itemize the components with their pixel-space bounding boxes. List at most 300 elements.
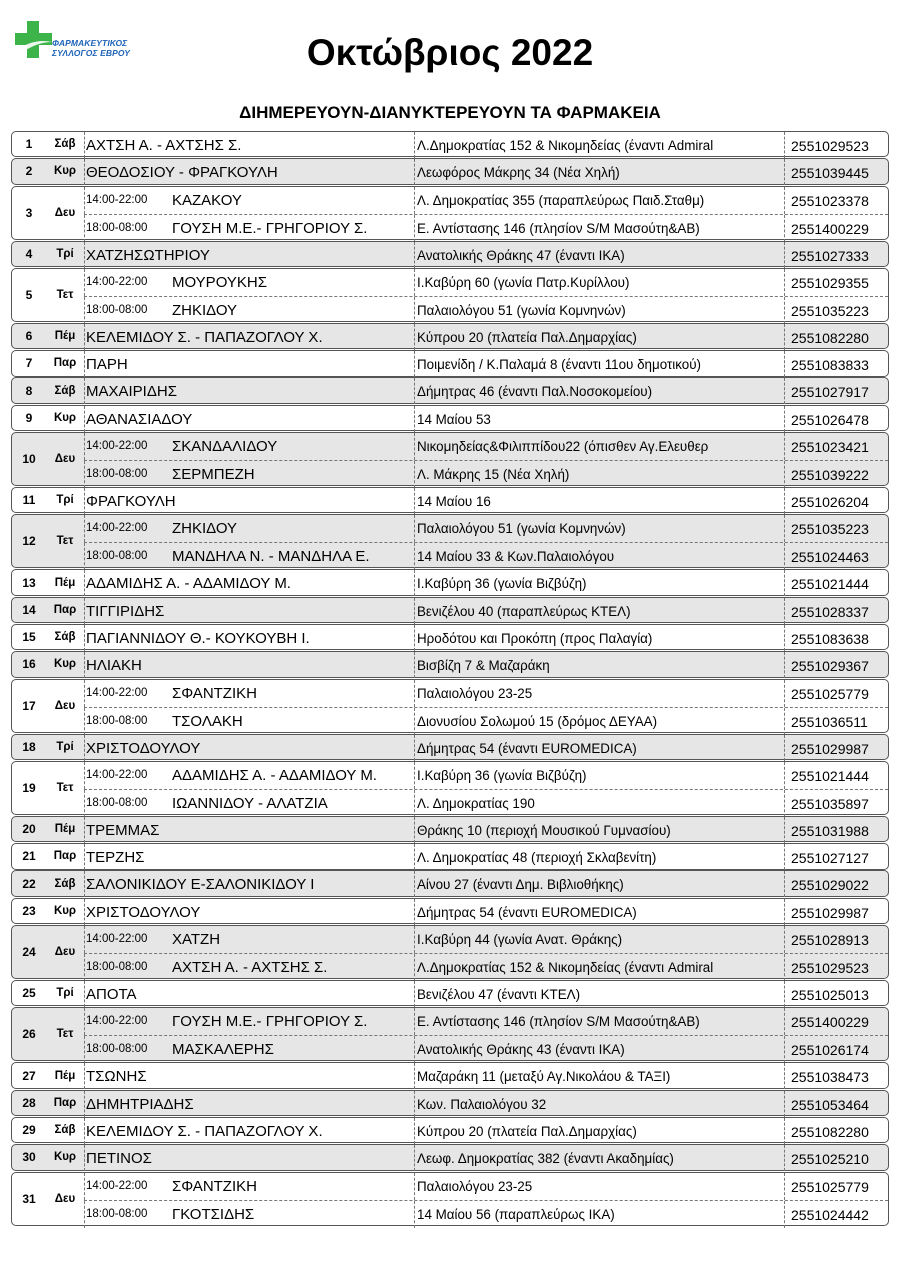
pharmacy-phone: 2551083833	[791, 357, 869, 374]
pharmacy-entry	[84, 214, 888, 242]
pharmacy-entry	[84, 1035, 888, 1063]
column-divider	[414, 1201, 415, 1228]
column-divider	[784, 1063, 785, 1089]
day-name: Παρ	[53, 603, 77, 616]
pharmacy-phone: 2551027333	[791, 247, 869, 264]
pharmacy-address: Νικομηδείας&Φιλιππίδου22 (όπισθεν Αγ.Ελευθερ	[417, 439, 709, 455]
pharmacy-name: ΔΗΜΗΤΡΙΑΔΗΣ	[86, 1095, 194, 1113]
column-divider	[784, 215, 785, 242]
day-row	[11, 816, 889, 842]
day-row	[11, 1172, 889, 1226]
column-divider	[84, 926, 85, 953]
pharmacy-phone: 2551023421	[791, 439, 869, 456]
day-number: 17	[22, 698, 36, 713]
pharmacy-address: Λ. Δημοκρατίας 355 (παραπλεύρως Παιδ.Σταθμ)	[417, 192, 705, 208]
day-number: 8	[25, 383, 33, 398]
column-divider	[414, 378, 415, 404]
pharmacy-address: Παλαιολόγου 23-25	[417, 1178, 533, 1194]
column-divider	[414, 926, 415, 953]
day-row	[11, 268, 889, 322]
pharmacy-name: ΚΑΖΑΚΟΥ	[172, 191, 242, 209]
pharmacy-address: Λ. Δημοκρατίας 48 (περιοχή Σκλαβενίτη)	[417, 850, 657, 866]
pharmacy-address: Λ.Δημοκρατίας 152 & Νικομηδείας (έναντι Admiral	[417, 138, 714, 153]
day-number: 4	[25, 246, 33, 261]
pharmacy-address: Λεωφόρος Μάκρης 34 (Νέα Χηλή)	[417, 165, 620, 181]
pharmacy-address: Ηροδότου και Προκόπη (προς Παλαγία)	[417, 630, 653, 646]
pharmacy-address: Θράκης 10 (περιοχή Μουσικού Γυμνασίου)	[417, 822, 671, 838]
day-name: Τετ	[56, 781, 74, 794]
pharmacy-address: Βισβίζη 7 & Μαζαράκη	[417, 658, 550, 674]
page-subtitle: ΔΙΗΜΕΡΕΥΟΥΝ-ΔΙΑΝΥΚΤΕΡΕΥΟΥΝ ΤΑ ΦΑΡΜΑΚΕΙΑ	[239, 103, 661, 122]
column-divider	[784, 1145, 785, 1171]
column-divider	[414, 735, 415, 761]
day-number: 11	[22, 493, 36, 508]
pharmacy-phone: 2551039222	[791, 467, 869, 484]
pharmacy-name: ΜΑΣΚΑΛΕΡΗΣ	[172, 1041, 274, 1059]
day-number: 2	[25, 164, 33, 179]
pharmacy-name: ΤΕΡΖΗΣ	[86, 849, 145, 867]
column-divider	[414, 1091, 415, 1117]
day-name: Δευ	[54, 946, 76, 959]
day-number: 16	[22, 657, 36, 672]
column-divider	[784, 543, 785, 570]
column-divider	[784, 378, 785, 404]
column-divider	[84, 433, 85, 460]
day-number: 3	[25, 205, 33, 220]
day-row	[11, 898, 889, 924]
day-name: Σάβ	[54, 1124, 76, 1137]
logo-line-1: ΦΑΡΜΑΚΕΥΤΙΚΟΣ	[52, 38, 128, 48]
duty-hours: 14:00-22:00	[86, 686, 148, 699]
pharmacy-address: Παλαιολόγου 51 (γωνία Κομνηνών)	[417, 521, 626, 537]
pharmacy-name: ΑΔΑΜΙΔΗΣ Α. - ΑΔΑΜΙΔΟΥ Μ.	[86, 575, 291, 593]
pharmacy-address: 14 Μαίου 53	[417, 411, 491, 427]
pharmacy-entry	[84, 296, 888, 324]
column-divider	[784, 515, 785, 542]
pharmacy-address: Ι.Καβύρη 36 (γωνία Βιζβύζη)	[417, 576, 587, 592]
duty-hours: 14:00-22:00	[86, 522, 148, 535]
day-number: 31	[22, 1191, 36, 1206]
day-row	[11, 158, 889, 184]
column-divider	[784, 762, 785, 789]
column-divider	[414, 297, 415, 324]
column-divider	[84, 625, 85, 651]
column-divider	[414, 817, 415, 843]
day-number: 1	[25, 137, 33, 152]
pharmacy-name: ΓΚΟΤΣΙΔΗΣ	[172, 1205, 255, 1223]
column-divider	[84, 844, 85, 870]
day-name: Τρί	[56, 740, 74, 753]
column-divider	[84, 543, 85, 570]
column-divider	[784, 680, 785, 707]
pharmacy-phone: 2551025210	[791, 1151, 869, 1168]
day-name: Πέμ	[54, 576, 76, 589]
day-name: Πέμ	[54, 823, 76, 836]
column-divider	[784, 598, 785, 624]
column-divider	[84, 132, 85, 158]
pharmacy-name: ΤΙΓΓΙΡΙΔΗΣ	[86, 602, 165, 620]
column-divider	[84, 324, 85, 350]
pharmacy-phone: 2551400229	[791, 1014, 869, 1031]
pharmacy-name: ΤΡΕΜΜΑΣ	[86, 821, 160, 839]
pharmacy-name: ΑΧΤΣΗ Α. - ΑΧΤΣΗΣ Σ.	[172, 959, 328, 977]
pharmacy-address: Ι.Καβύρη 36 (γωνία Βιζβύζη)	[417, 767, 587, 783]
duty-hours: 18:00-08:00	[86, 1043, 148, 1056]
day-name: Κυρ	[53, 165, 77, 178]
column-divider	[784, 1091, 785, 1117]
pharmacy-phone: 2551027127	[791, 850, 869, 867]
pharmacy-entry	[84, 1173, 888, 1200]
pharmacy-entry	[84, 406, 888, 432]
pharmacy-phone: 2551025779	[791, 685, 869, 702]
column-divider	[84, 215, 85, 242]
day-name: Κυρ	[53, 658, 77, 671]
column-divider	[784, 187, 785, 214]
column-divider	[784, 433, 785, 460]
pharmacy-entry	[84, 953, 888, 981]
day-row	[11, 1117, 889, 1143]
pharmacy-address: Ε. Αντίστασης 146 (πλησίον S/M Μασούτη&ΑΒ)	[417, 1014, 700, 1030]
column-divider	[784, 1008, 785, 1035]
duty-hours: 14:00-22:00	[86, 440, 148, 453]
pharmacy-address: Παλαιολόγου 51 (γωνία Κομνηνών)	[417, 302, 626, 318]
column-divider	[84, 652, 85, 678]
pharmacy-address: 14 Μαίου 56 (παραπλεύρως ΙΚΑ)	[417, 1206, 615, 1222]
pharmacy-entry	[84, 598, 888, 624]
pharmacy-entry	[84, 871, 888, 897]
day-number: 30	[22, 1150, 36, 1165]
column-divider	[84, 187, 85, 214]
column-divider	[414, 762, 415, 789]
column-divider	[84, 1145, 85, 1171]
column-divider	[414, 132, 415, 158]
column-divider	[784, 159, 785, 185]
day-row	[11, 597, 889, 623]
day-row	[11, 1007, 889, 1061]
day-row	[11, 980, 889, 1006]
pharmacy-name: ΦΡΑΓΚΟΥΛΗ	[86, 493, 176, 511]
pharmacy-name: ΑΘΑΝΑΣΙΑΔΟΥ	[86, 410, 193, 428]
column-divider	[84, 488, 85, 514]
pharmacy-address: Λ. Μάκρης 15 (Νέα Χηλή)	[417, 467, 570, 483]
column-divider	[414, 598, 415, 624]
column-divider	[84, 790, 85, 817]
pharmacy-address: Βενιζέλου 40 (παραπλεύρως ΚΤΕΛ)	[417, 603, 631, 619]
pharmacy-entry	[84, 1008, 888, 1035]
pharmacy-address: Κύπρου 20 (πλατεία Παλ.Δημαρχίας)	[417, 1123, 637, 1139]
duty-hours: 18:00-08:00	[86, 221, 148, 234]
column-divider	[84, 1201, 85, 1228]
pharmacy-name: ΓΟΥΣΗ Μ.Ε.- ΓΡΗΓΟΡΙΟΥ Σ.	[172, 219, 368, 237]
pharmacy-entry	[84, 570, 888, 596]
page-title: Οκτώβριος 2022	[306, 32, 594, 73]
pharmacy-entry	[84, 269, 888, 296]
day-row	[11, 734, 889, 760]
column-divider	[784, 844, 785, 870]
pharmacy-name: ΙΩΑΝΝΙΔΟΥ - ΑΛΑΤΖΙΑ	[172, 794, 328, 812]
pharmacy-name: ΧΑΤΖΗ	[172, 931, 221, 949]
pharmacy-name: ΣΦΑΝΤΖΙΚΗ	[172, 684, 257, 702]
day-name: Πέμ	[54, 1069, 76, 1082]
pharmacy-phone: 2551035223	[791, 302, 869, 319]
day-row	[11, 651, 889, 677]
pharmacy-phone: 2551024463	[791, 549, 869, 566]
pharmacy-phone: 2551029987	[791, 740, 869, 757]
column-divider	[84, 1008, 85, 1035]
day-number: 13	[22, 575, 36, 590]
pharmacy-phone: 2551039445	[791, 165, 869, 182]
pharmacy-address: Λ. Δημοκρατίας 190	[417, 795, 535, 811]
pharmacy-name: ΠΑΡΗ	[86, 356, 128, 374]
column-divider	[784, 461, 785, 488]
day-row	[11, 761, 889, 815]
column-divider	[84, 981, 85, 1007]
column-divider	[84, 954, 85, 981]
column-divider	[414, 488, 415, 514]
day-name: Τετ	[56, 535, 74, 548]
pharmacy-entry	[84, 351, 888, 377]
day-name: Παρ	[53, 357, 77, 370]
column-divider	[784, 899, 785, 925]
column-divider	[784, 954, 785, 981]
pharmacy-entry	[84, 159, 888, 185]
pharmacy-address: 14 Μαίου 16	[417, 494, 491, 510]
column-divider	[84, 378, 85, 404]
pharmacy-phone: 2551029523	[791, 138, 869, 154]
pharmacy-entry	[84, 132, 888, 158]
pharmacy-name: ΚΕΛΕΜΙΔΟΥ Σ. - ΠΑΠΑΖΟΓΛΟΥ Χ.	[86, 328, 323, 346]
day-name: Κυρ	[53, 411, 77, 424]
day-number: 7	[25, 356, 33, 371]
column-divider	[784, 790, 785, 817]
pharmacy-address: Βενιζέλου 47 (έναντι ΚΤΕΛ)	[417, 987, 581, 1003]
column-divider	[414, 351, 415, 377]
column-divider	[414, 324, 415, 350]
pharmacy-name: ΤΣΩΝΗΣ	[86, 1068, 147, 1086]
column-divider	[784, 1118, 785, 1144]
pharmacy-address: Ι.Καβύρη 44 (γωνία Ανατ. Θράκης)	[417, 932, 623, 948]
day-number: 6	[25, 329, 33, 344]
pharmacy-phone: 2551026204	[791, 494, 869, 511]
column-divider	[414, 871, 415, 897]
pharmacy-name: ΧΡΙΣΤΟΔΟΥΛΟΥ	[86, 739, 201, 757]
pharmacy-name: ΠΑΓΙΑΝΝΙΔΟΥ Θ.- ΚΟΥΚΟΥΒΗ Ι.	[86, 629, 310, 647]
pharmacy-name: ΓΟΥΣΗ Μ.Ε.- ΓΡΗΓΟΡΙΟΥ Σ.	[172, 1013, 368, 1031]
day-number: 23	[22, 903, 36, 918]
pharmacy-address: Ανατολικής Θράκης 47 (έναντι ΙΚΑ)	[417, 247, 625, 263]
pharmacy-address: Κύπρου 20 (πλατεία Παλ.Δημαρχίας)	[417, 329, 637, 345]
pharmacy-name: ΖΗΚΙΔΟΥ	[172, 520, 238, 538]
pharmacy-phone: 2551038473	[791, 1069, 869, 1086]
pharmacy-name: ΣΦΑΝΤΖΙΚΗ	[172, 1177, 257, 1195]
pharmacy-entry	[84, 926, 888, 953]
day-name: Κυρ	[53, 1151, 77, 1164]
column-divider	[84, 1118, 85, 1144]
day-row	[11, 679, 889, 733]
day-name: Τετ	[56, 288, 74, 301]
pharmacy-entry	[84, 899, 888, 925]
column-divider	[414, 625, 415, 651]
day-name: Δευ	[54, 453, 76, 466]
column-divider	[784, 269, 785, 296]
column-divider	[784, 708, 785, 735]
column-divider	[414, 844, 415, 870]
pharmacy-phone: 2551083638	[791, 630, 869, 647]
pharmacy-entry	[84, 817, 888, 843]
column-divider	[414, 1145, 415, 1171]
pharmacy-name: ΗΛΙΑΚΗ	[86, 657, 142, 675]
duty-hours: 14:00-22:00	[86, 193, 148, 206]
column-divider	[414, 242, 415, 268]
pharmacy-phone: 2551029987	[791, 904, 869, 921]
pharmacy-name: ΜΑΧΑΙΡΙΔΗΣ	[86, 383, 177, 401]
day-name: Τρί	[56, 247, 74, 260]
duty-hours: 14:00-22:00	[86, 275, 148, 288]
day-number: 28	[22, 1095, 36, 1110]
column-divider	[414, 708, 415, 735]
column-divider	[84, 735, 85, 761]
column-divider	[414, 680, 415, 707]
day-name: Σάβ	[54, 877, 76, 890]
duty-hours: 18:00-08:00	[86, 468, 148, 481]
pharmacy-phone: 2551024442	[791, 1206, 869, 1223]
pharmacy-name: ΑΧΤΣΗ Α. - ΑΧΤΣΗΣ Σ.	[86, 137, 242, 154]
day-row	[11, 514, 889, 568]
column-divider	[414, 570, 415, 596]
day-number: 15	[22, 630, 36, 645]
pharmacy-entry	[84, 789, 888, 817]
pharmacy-phone: 2551029367	[791, 658, 869, 675]
pharmacy-entry	[84, 515, 888, 542]
column-divider	[414, 543, 415, 570]
duty-hours: 14:00-22:00	[86, 1015, 148, 1028]
column-divider	[784, 570, 785, 596]
column-divider	[414, 1173, 415, 1200]
pharmacy-entry	[84, 652, 888, 678]
day-name: Παρ	[53, 850, 77, 863]
column-divider	[784, 981, 785, 1007]
column-divider	[784, 652, 785, 678]
pharmacy-address: 14 Μαίου 33 & Κων.Παλαιολόγου	[417, 549, 615, 565]
pharmacy-phone: 2551026174	[791, 1042, 869, 1059]
day-row	[11, 624, 889, 650]
pharmacy-entry	[84, 762, 888, 789]
pharmacy-phone: 2551028337	[791, 603, 869, 620]
pharmacy-entry	[84, 844, 888, 870]
duty-schedule-table	[11, 131, 889, 1227]
column-divider	[84, 1036, 85, 1063]
column-divider	[84, 817, 85, 843]
pharmacy-name: ΧΑΤΖΗΣΩΤΗΡΙΟΥ	[86, 246, 210, 264]
pharmacy-address: Ι.Καβύρη 60 (γωνία Πατρ.Κυρίλλου)	[417, 274, 630, 290]
pharmacy-name: ΣΑΛΟΝΙΚΙΔΟΥ Ε-ΣΑΛΟΝΙΚΙΔΟΥ Ι	[86, 876, 315, 894]
pharmacy-name: ΣΕΡΜΠΕΖΗ	[172, 466, 255, 484]
day-name: Πέμ	[54, 330, 76, 343]
column-divider	[414, 1036, 415, 1063]
duty-hours: 18:00-08:00	[86, 550, 148, 563]
column-divider	[84, 297, 85, 324]
column-divider	[84, 680, 85, 707]
day-row	[11, 1144, 889, 1170]
pharmacy-phone: 2551025779	[791, 1178, 869, 1195]
day-number: 29	[22, 1123, 36, 1138]
column-divider	[84, 598, 85, 624]
day-row	[11, 487, 889, 513]
pharmacy-phone: 2551021444	[791, 576, 869, 593]
duty-hours: 14:00-22:00	[86, 1179, 148, 1192]
pharmacy-name: ΧΡΙΣΤΟΔΟΥΛΟΥ	[86, 903, 201, 921]
pharmacy-name: ΖΗΚΙΔΟΥ	[172, 301, 238, 319]
column-divider	[784, 406, 785, 432]
column-divider	[414, 981, 415, 1007]
pharmacy-phone: 2551027917	[791, 384, 869, 401]
column-divider	[414, 187, 415, 214]
column-divider	[414, 433, 415, 460]
duty-hours: 14:00-22:00	[86, 768, 148, 781]
day-number: 9	[25, 410, 33, 425]
pharmacy-entry	[84, 1091, 888, 1117]
duty-hours: 18:00-08:00	[86, 961, 148, 974]
day-number: 12	[22, 534, 36, 549]
day-name: Τρί	[56, 987, 74, 1000]
pharmacy-address: Μαζαράκη 11 (μεταξύ Αγ.Νικολάου & ΤΑΞΙ)	[417, 1069, 671, 1085]
pharmacy-phone: 2551021444	[791, 767, 869, 784]
duty-hours: 18:00-08:00	[86, 714, 148, 727]
day-row	[11, 1090, 889, 1116]
day-number: 27	[22, 1068, 36, 1083]
pharmacy-address: Λ.Δημοκρατίας 152 & Νικομηδείας (έναντι Admiral	[417, 960, 714, 976]
column-divider	[784, 625, 785, 651]
column-divider	[414, 1118, 415, 1144]
day-row	[11, 925, 889, 979]
column-divider	[784, 926, 785, 953]
day-name: Σάβ	[54, 384, 76, 397]
pharmacy-phone: 2551082280	[791, 1123, 869, 1140]
pharmacy-address: Διονυσίου Σολωμού 15 (δρόμος ΔΕΥΑΑ)	[417, 713, 658, 729]
duty-hours: 18:00-08:00	[86, 1207, 148, 1220]
pharmacy-entry	[84, 242, 888, 268]
column-divider	[84, 1063, 85, 1089]
day-number: 19	[22, 780, 36, 795]
pharmacy-phone: 2551035897	[791, 795, 869, 812]
pharmacy-entry	[84, 433, 888, 460]
pharmacy-entry	[84, 378, 888, 404]
column-divider	[784, 351, 785, 377]
pharmacy-entry	[84, 680, 888, 707]
pharmacy-entry	[84, 542, 888, 570]
day-name: Σάβ	[54, 138, 76, 151]
day-row	[11, 569, 889, 595]
day-row	[11, 843, 889, 869]
day-name: Παρ	[53, 1096, 77, 1109]
day-row	[11, 350, 889, 376]
day-number: 18	[22, 739, 36, 754]
pharmacy-address: Δήμητρας 54 (έναντι EUROMEDICA)	[417, 904, 637, 920]
day-name: Τετ	[56, 1028, 74, 1041]
pharmacy-entry	[84, 1145, 888, 1171]
pharmacy-address: Ε. Αντίστασης 146 (πλησίον S/M Μασούτη&ΑΒ)	[417, 220, 700, 236]
logo-line-2: ΣΥΛΛΟΓΟΣ ΕΒΡΟΥ	[52, 48, 130, 58]
column-divider	[84, 515, 85, 542]
column-divider	[84, 899, 85, 925]
column-divider	[784, 132, 785, 158]
column-divider	[414, 899, 415, 925]
column-divider	[414, 159, 415, 185]
day-row	[11, 323, 889, 349]
pharmacy-address: Κων. Παλαιολόγου 32	[417, 1096, 547, 1112]
day-number: 25	[22, 986, 36, 1001]
column-divider	[784, 242, 785, 268]
